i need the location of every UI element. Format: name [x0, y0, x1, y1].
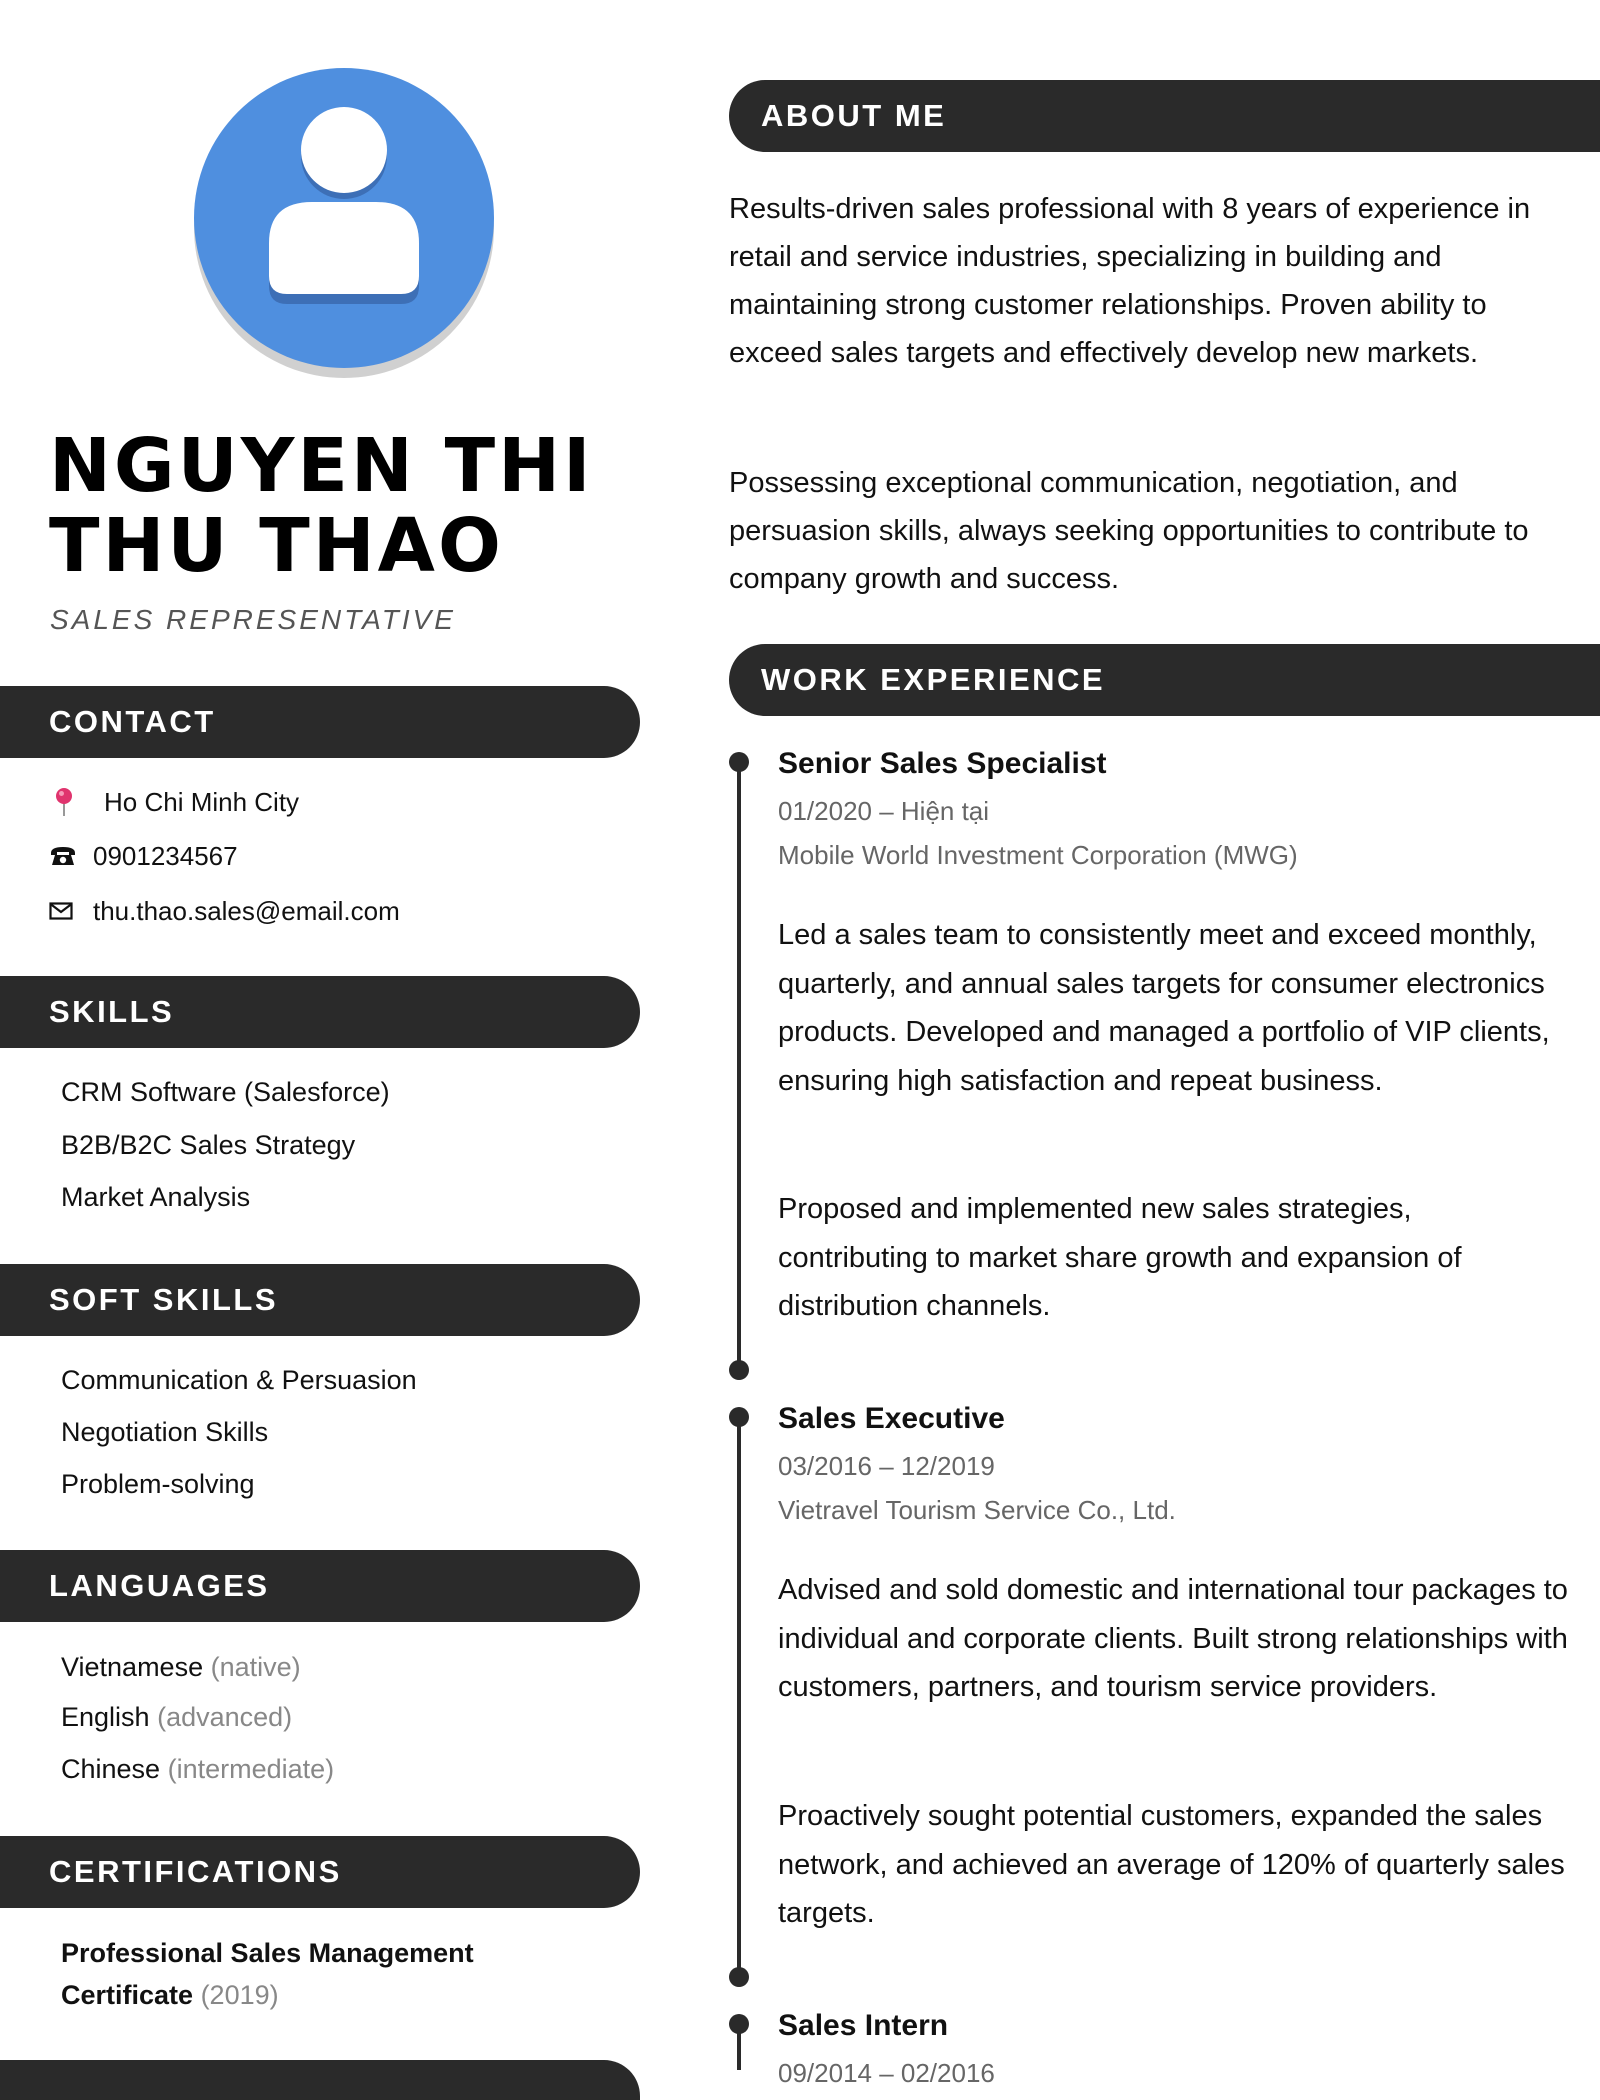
skill-item: Market Analysis [61, 1182, 251, 1212]
language-item [61, 1647, 301, 1687]
phone-text[interactable]: 0901234567 [93, 840, 238, 871]
timeline-dot [729, 752, 749, 772]
skills-heading: SKILLS [0, 976, 640, 1048]
job-dates: 09/2014 – 02/2016 [778, 2058, 995, 2088]
contact-phone [49, 836, 238, 876]
language-item [61, 1749, 334, 1789]
email-text[interactable]: thu.thao.sales@email.com [93, 895, 400, 926]
language-level: (advanced) [157, 1702, 293, 1732]
job-company: Mobile World Investment Corporation (MWG) [778, 840, 1298, 870]
job-title: Senior Sales Specialist [778, 747, 1107, 780]
contact-heading: CONTACT [0, 686, 640, 758]
contact-location [49, 782, 299, 822]
full-name [49, 423, 594, 589]
timeline-dot [729, 1967, 749, 1987]
job-description: Proactively sought potential customers, expanded the sales network, and achieved an average of 120% of quarterly sales targets. [778, 1800, 1565, 1929]
language-level: (intermediate) [167, 1754, 335, 1784]
language-name: Vietnamese [61, 1652, 204, 1682]
timeline-dot [729, 1407, 749, 1427]
certification-year: (2019) [200, 1980, 279, 2010]
job-title: Sales Executive [778, 1402, 1005, 1435]
phone-icon [49, 845, 93, 867]
job-description: Advised and sold domestic and international tour packages to individual and corporate clients. Built strong relationships with customers, partners, and tourism service providers. [778, 1574, 1568, 1703]
language-level: (native) [210, 1652, 301, 1682]
about-paragraph: Possessing exceptional communication, negotiation, and persuasion skills, always seeking opportunities to contribute to company growth and success. [729, 467, 1529, 595]
contact-email [49, 891, 400, 931]
soft-skills-heading: SOFT SKILLS [0, 1264, 640, 1336]
soft-skill-item: Negotiation Skills [61, 1417, 269, 1447]
work-heading: WORK EXPERIENCE [729, 644, 1600, 716]
certifications-heading: CERTIFICATIONS [0, 1836, 640, 1908]
location-text: Ho Chi Minh City [104, 786, 300, 817]
language-item [61, 1697, 292, 1737]
avatar-icon [194, 68, 494, 380]
about-paragraph: Results-driven sales professional with 8 years of experience in retail and service industries, specializing in building and maintaining strong customer relationships. Proven ability to exceed sales targets and effectively develop new markets. [729, 193, 1531, 369]
timeline-dot [729, 1360, 749, 1380]
job-title: SALES REPRESENTATIVE [50, 604, 456, 635]
soft-skill-item: Communication & Persuasion [61, 1365, 417, 1395]
certification-item [61, 1932, 561, 2016]
job-description: Proposed and implemented new sales strategies, contributing to market share growth and expansion of distribution channels. [778, 1193, 1462, 1322]
timeline-line [737, 762, 741, 1370]
envelope-icon [49, 902, 93, 920]
about-heading: ABOUT ME [729, 80, 1600, 152]
skill-item: B2B/B2C Sales Strategy [61, 1130, 356, 1160]
next-section-heading [0, 2060, 640, 2100]
languages-heading: LANGUAGES [0, 1550, 640, 1622]
job-dates: 01/2020 – Hiện tại [778, 796, 990, 826]
language-name: English [61, 1702, 150, 1732]
job-company: Vietravel Tourism Service Co., Ltd. [778, 1495, 1176, 1525]
job-dates: 03/2016 – 12/2019 [778, 1451, 995, 1481]
name-line-2: THU THAO [49, 503, 504, 589]
job-title: Sales Intern [778, 2009, 949, 2042]
timeline-dot [729, 2014, 749, 2034]
job-description: Led a sales team to consistently meet and exceed monthly, quarterly, and annual sales targets for consumer electronics products. Developed and managed a portfolio of VIP clients, ensuring high satisfaction and repeat business. [778, 919, 1550, 1097]
certification-name: Professional Sales Management Certificate [61, 1938, 474, 2010]
map-pin-icon [49, 787, 104, 817]
skill-item: CRM Software (Salesforce) [61, 1077, 390, 1107]
sidebar [0, 0, 640, 2070]
name-line-1: NGUYEN THI [49, 423, 594, 509]
timeline-line [737, 1417, 741, 1977]
language-name: Chinese [61, 1754, 161, 1784]
soft-skill-item: Problem-solving [61, 1469, 255, 1499]
